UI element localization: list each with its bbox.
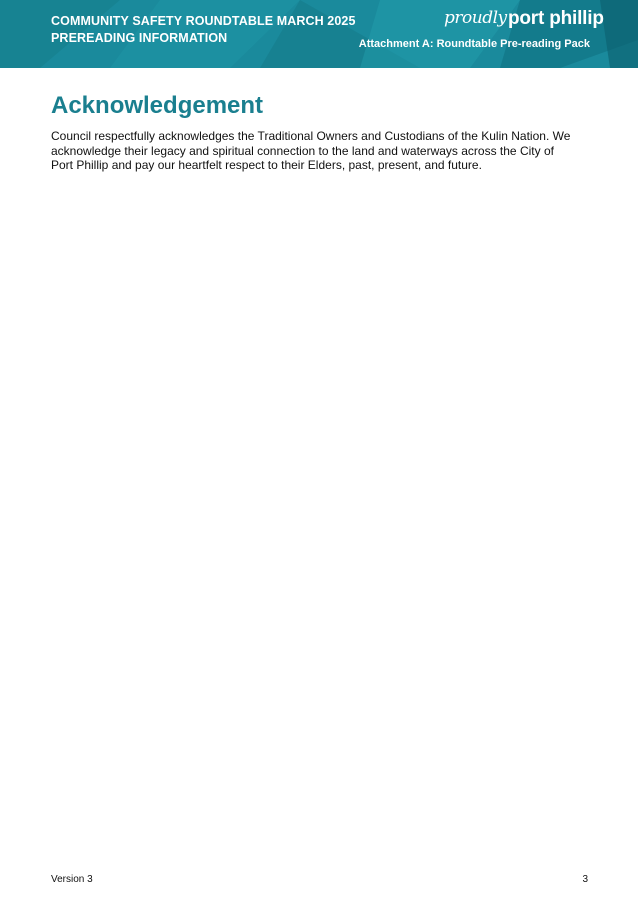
header-title-line2: PREREADING INFORMATION [51, 31, 228, 45]
logo-name: port phillip [508, 8, 604, 29]
page-heading: Acknowledgement [51, 92, 264, 119]
footer-version: Version 3 [51, 874, 93, 885]
paragraph-line: Port Phillip and pay our heartfelt respect to their Elders, past, present, and future. [51, 158, 482, 172]
paragraph-line: Council respectfully acknowledges the Traditional Owners and Custodians of the Kulin Nation. We [51, 129, 571, 143]
header-title-line1: COMMUNITY SAFETY ROUNDTABLE MARCH 2025 [51, 14, 356, 28]
footer-page-number: 3 [582, 874, 588, 885]
header-title [51, 13, 356, 47]
page-header [0, 0, 638, 68]
attachment-label: Attachment A: Roundtable Pre-reading Pack [358, 38, 590, 50]
paragraph-line: acknowledge their legacy and spiritual connection to the land and waterways across the City of [51, 143, 554, 158]
logo-script: proudly [444, 8, 507, 28]
acknowledgement-paragraph [51, 129, 591, 173]
proudly-port-phillip-logo [444, 6, 604, 34]
